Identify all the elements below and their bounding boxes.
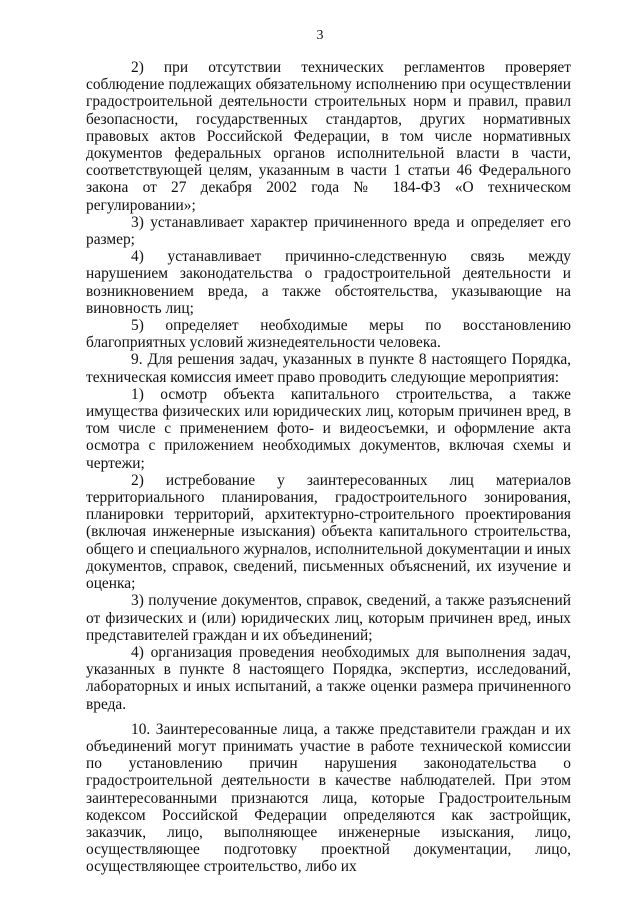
- paragraph-clause-10: 10. Заинтересованные лица, а также представители граждан и их объединений могут принимать участие в работе технической комиссии по установлению причин нарушения законодательства о градостроительной деятельности в качестве наблюдателей. При этом заинтересованными признаются лица, которые Градостроительным кодексом Российской Федерации определяются как застройщик, заказчик, лицо, выполняющее инженерные изыскания, лицо, осуществляющее подготовку проектной документации, лицо, осуществляющее строительство, либо их: [86, 720, 571, 876]
- paragraph-activity-1-inspection: 1) осмотр объекта капитального строительства, а также имущества физических или юридических лиц, которым причинен вред, в том числе с применением фото- и видеосъемки, и оформление акта осмотра с приложением необходимых документов, включая схемы и чертежи;: [86, 385, 571, 472]
- paragraph-item-3-harm-nature: 3) устанавливает характер причиненного вреда и определяет его размер;: [86, 213, 571, 249]
- document-body: [86, 59, 571, 876]
- paragraph-activity-4-expertise: 4) организация проведения необходимых для выполнения задач, указанных в пункте 8 настоящего Порядка, экспертиз, исследований, лабораторных и иных испытаний, а также оценки размера причиненного вреда.: [86, 643, 571, 713]
- paragraph-activity-2-request-materials: 2) истребование у заинтересованных лиц материалов территориального планирования, градостроительного зонирования, планировки территорий, архитектурно-строительного проектирования (включая инженерные изыскания) объекта капитального строительства, общего и специального журналов, исполнительной документации и иных документов, справок, сведений, письменных объяснений, их изучение и оценка;: [86, 471, 571, 593]
- page-number: 3: [316, 28, 324, 43]
- paragraph-activity-3-obtain-documents: 3) получение документов, справок, сведений, а также разъяснений от физических и (или) юридических лиц, которым причинен вред, иных представителей граждан и их объединений;: [86, 592, 571, 644]
- paragraph-item-5-restoration-measures: 5) определяет необходимые меры по восстановлению благоприятных условий жизнедеятельности человека.: [86, 317, 571, 352]
- paragraph-item-4-causal-link: 4) устанавливает причинно-следственную связь между нарушением законодательства о градостроительной деятельности и возникновением вреда, а также обстоятельства, указывающие на виновность лиц;: [86, 248, 571, 317]
- paragraph-clause-9: 9. Для решения задач, указанных в пункте 8 настоящего Порядка, техническая комиссия имеет право проводить следующие мероприятия:: [86, 351, 571, 386]
- paragraph-item-2-technical-regulations: 2) при отсутствии технических регламентов проверяет соблюдение подлежащих обязательному исполнению при осуществлении градостроительной деятельности строительных норм и правил, правил безопасности, государственных стандартов, других нормативных правовых актов Российской Федерации, в том числе нормативных документов федеральных органов исполнительной власти в части, соответствующей целям, указанным в части 1 статьи 46 Федерального закона от 27 декабря 2002 года № 184-ФЗ «О техническом регулировании»;: [86, 59, 571, 214]
